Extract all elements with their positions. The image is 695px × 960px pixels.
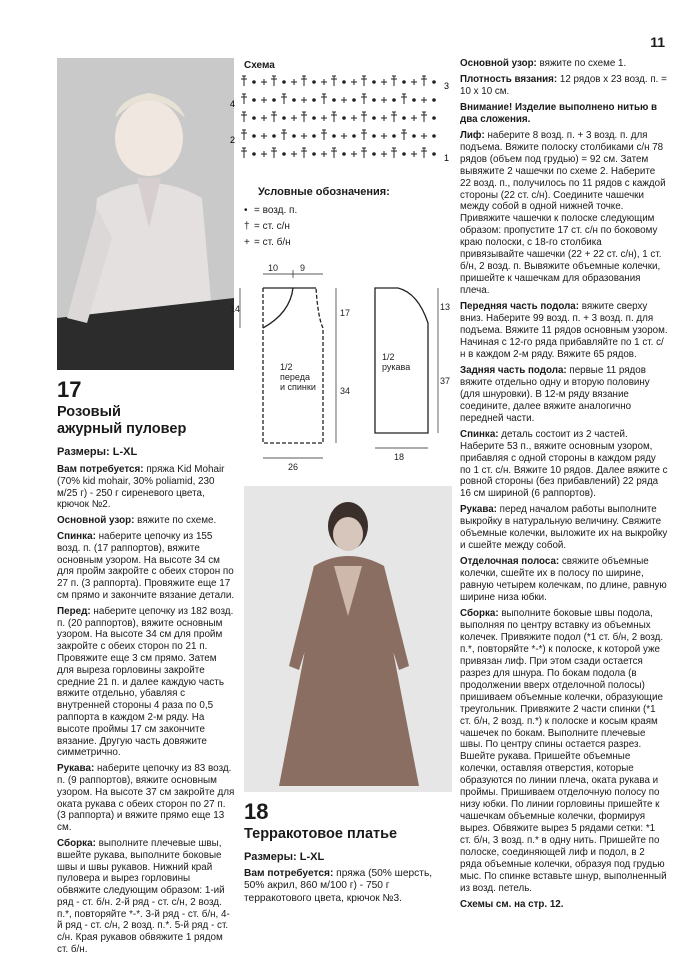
- scheme-chain-stitch: [313, 117, 316, 120]
- item-18-step-paragraph: [460, 301, 668, 361]
- item-18-step-paragraph-heading: Отделочная полоса:: [460, 556, 560, 568]
- scheme-chain-stitch: [353, 99, 356, 102]
- scheme-chain-stitch: [283, 117, 286, 120]
- item-18-step-paragraph-text: первые 11 рядов вяжите отдельно одну и вторую половину (для шнуровки). В 12-м ряду вязание соедините, далее вяжите аналогично передней части.: [460, 364, 650, 424]
- item-17-paragraph-heading: Рукава:: [57, 763, 95, 775]
- scheme-single-crochet: [261, 133, 267, 139]
- scheme-chain-stitch: [253, 153, 256, 156]
- scheme-chain-stitch: [283, 153, 286, 156]
- scheme-double-crochet: [361, 94, 367, 104]
- item-18-step-paragraph-heading: Спинка:: [460, 428, 499, 440]
- scheme-single-crochet: [421, 133, 427, 139]
- item-18-step-paragraph-text: 12 рядов х 23 возд. п. = 10 х 10 см.: [460, 73, 667, 97]
- pullover-photo: [57, 58, 234, 370]
- scheme-chain-stitch: [253, 117, 256, 120]
- scheme-double-crochet: [241, 130, 247, 140]
- item-17-text: [57, 464, 235, 960]
- double-crochet-icon: †: [244, 221, 250, 232]
- scheme-double-crochet: [361, 130, 367, 140]
- dim-sleeve-cap: 13: [440, 302, 451, 312]
- scheme-double-crochet: [401, 94, 407, 104]
- scheme-double-crochet: [271, 112, 277, 122]
- scheme-double-crochet: [331, 148, 337, 158]
- scheme-double-crochet: [271, 148, 277, 158]
- item-18-step-paragraph-heading: Сборка:: [460, 607, 499, 619]
- scheme-chain-stitch: [313, 99, 316, 102]
- body-piece-outline: [263, 288, 323, 443]
- item-18-number: 18: [244, 799, 269, 824]
- item-18-step-paragraph: [460, 429, 668, 501]
- scheme-double-crochet: [391, 148, 397, 158]
- scheme-double-crochet: [281, 130, 287, 140]
- item-18-step-paragraph-text: выполните боковые швы подола, выполняя по центру вставку из объемных колечек. Привяжите подол (*1 ст. б/н, 2 возд. п.*, повторяйте *-*) к полоске, к которой уже привязан лиф. При этом сзади остается разрез для шнура. По бокам подола (в продолжении вверх отделочной полосы) пришиваем объемные колечки, образующие треугольник. Привяжите 2 части спинки (*1 ст. б/н, 2 возд. п.*) к полоске и косым краям чашечек по бокам. Выполните плечевые швы. По центру спины остается разрез. Вшейте рукава. Пришейте объемные колечки, оставляя отверстия, которые образуются по линии плеча, оката рукава и проймы. Пришиваем отделочную полосу по низу юбки. По линии горловины пришейте к чашечкам объемные колечки, формируя вырез. Обвяжите вырез 5 рядами сетки: *1 ст. б/н, 3 возд. п.* в одну нить. Пришейте по полоске, соединяющей лиф и подол, в 2 ряда объемные колечки, образуя под грудью мыс. По спинке вставьте шнур, выполненный из возд. петель.: [460, 607, 667, 894]
- scheme-double-crochet: [421, 76, 427, 86]
- item-18-step-paragraph-heading: Передняя часть подола:: [460, 301, 580, 313]
- scheme-single-crochet: [411, 115, 417, 121]
- scheme-chain-stitch: [373, 81, 376, 84]
- scheme-chain-stitch: [343, 81, 346, 84]
- item-17-paragraph: [57, 515, 235, 527]
- legend-item-chain: [244, 203, 297, 219]
- item-17-paragraph: [57, 531, 235, 602]
- scheme-chain-stitch: [393, 135, 396, 138]
- scheme-single-crochet: [351, 151, 357, 157]
- scheme-chain-stitch: [433, 153, 436, 156]
- item-17-paragraph-text: наберите цепочку из 83 возд. п. (9 раппортов), вяжите основным узором. На высоте 37 см закройте для оката рукава с обеих сторон по 27 п. (3 раппорта) и вяжите прямо еще 13 см.: [57, 763, 235, 834]
- item-18-step-paragraph-text: вяжите по схеме 1.: [536, 58, 627, 69]
- item-18-step-paragraph-text: свяжите объемные колечки, сшейте их в полосу по ширине, равную четырем колечкам, по длине, равную ширине низа юбки.: [460, 556, 667, 604]
- scheme-double-crochet: [331, 112, 337, 122]
- scheme-single-crochet: [411, 79, 417, 85]
- scheme-double-crochet: [391, 112, 397, 122]
- scheme-chain-stitch: [433, 81, 436, 84]
- item-17-title-line2: ажурный пуловер: [57, 421, 187, 437]
- item-18-step-paragraph-text: наберите 8 возд. п. + 3 возд. п. для подъема. Вяжите полоску столбиками с/н 78 рядов (объем под грудью) = 92 см. Затем вывяжите 2 чашечки по схеме 2. Наберите 22 возд. п., получилось по 11 рядов с каждой стороны (22 ст. с/н). Соедините чашечки между собой в одной нижней точке. Привяжите чашечки к полоске следующим образом: пропустите 17 ст. с/н по боковому краю полоски, с 18-го столбика привязывайте чашечки (22 + 22 ст. с/н), 1 ст. б/н, 2 возд. п. Вывяжите объемные колечки, пришейте к чашечкам для образования плеча.: [460, 129, 666, 297]
- scheme-chain-stitch: [373, 153, 376, 156]
- scheme-chain-stitch: [253, 81, 256, 84]
- item-17-paragraph-heading: Основной узор:: [57, 515, 135, 527]
- dim-sleeve-width: 18: [394, 452, 405, 462]
- scheme-chain-stitch: [353, 135, 356, 138]
- item-18-step-paragraph-heading: Основной узор:: [460, 58, 537, 69]
- scheme-title: Схема: [244, 60, 275, 71]
- scheme-rows: [241, 76, 435, 158]
- scheme-single-crochet: [341, 97, 347, 103]
- scheme-chain-stitch: [403, 153, 406, 156]
- scheme-chain-stitch: [253, 99, 256, 102]
- scheme-double-crochet: [391, 76, 397, 86]
- item-18-step-paragraph: [460, 102, 668, 126]
- crochet-scheme: [228, 70, 453, 170]
- item-17-title-line1: Розовый: [57, 404, 121, 420]
- scheme-single-crochet: [261, 151, 267, 157]
- dim-sleeve-length: 37: [440, 376, 451, 386]
- item-17-sizes: Размеры: L-XL: [57, 446, 138, 458]
- scheme-double-crochet: [241, 76, 247, 86]
- dress-photo: [244, 486, 452, 792]
- item-18-step-paragraph: [460, 556, 668, 604]
- scheme-double-crochet: [321, 130, 327, 140]
- scheme-chain-stitch: [333, 99, 336, 102]
- item-17-paragraph-heading: Спинка:: [57, 530, 96, 542]
- scheme-double-crochet: [301, 112, 307, 122]
- scheme-double-crochet: [301, 76, 307, 86]
- scheme-chain-stitch: [293, 135, 296, 138]
- legend-item-dc-label: = ст. с/н: [254, 221, 290, 232]
- page-number: 11: [650, 34, 665, 50]
- scheme-double-crochet: [361, 76, 367, 86]
- dim-neck-width: 10: [268, 263, 279, 273]
- item-17-paragraph: [57, 464, 235, 511]
- scheme-single-crochet: [341, 133, 347, 139]
- scheme-single-crochet: [321, 151, 327, 157]
- dim-body-width: 26: [288, 462, 299, 472]
- dim-armhole-left: 14: [230, 304, 241, 314]
- item-17-number: 17: [57, 377, 82, 402]
- scheme-row-label-4: 4: [230, 99, 236, 109]
- item-18-step-paragraph: [460, 130, 668, 297]
- scheme-chain-stitch: [403, 81, 406, 84]
- item-18-step-paragraph-heading: Лиф:: [460, 129, 485, 141]
- item-17-paragraph: [57, 838, 235, 956]
- scheme-row-label-1: 1: [444, 153, 450, 163]
- scheme-double-crochet: [241, 112, 247, 122]
- legend-item-sc: [244, 235, 297, 251]
- scheme-chain-stitch: [373, 135, 376, 138]
- item-18-step-paragraph-text: перед началом работы выполните выкройку в натуральную величину. Свяжите объемные колечки, выложите их на выкройку и сшейте между собой.: [460, 504, 668, 552]
- scheme-single-crochet: [381, 115, 387, 121]
- item-18-step-paragraph-heading: Рукава:: [460, 504, 497, 516]
- scheme-single-crochet: [381, 151, 387, 157]
- scheme-single-crochet: [291, 79, 297, 85]
- body-label-3: и спинки: [280, 382, 316, 392]
- sleeve-label-1: 1/2: [382, 352, 395, 362]
- dress-photo-drawing: [244, 486, 452, 792]
- item-18-step-paragraph-text: деталь состоит из 2 частей. Наберите 53 п., вяжите основным узором, прибавляя с одной стороны в каждом ряду по 1 ст. с/н. Вяжите 10 рядов. Далее вяжите с ровной стороны (без прибавлений) 22 ряда 16 см шириной (6 раппортов).: [460, 428, 668, 500]
- item-18-step-paragraph: [460, 608, 668, 895]
- scheme-chain-stitch: [393, 99, 396, 102]
- scheme-single-crochet: [381, 133, 387, 139]
- item-17-paragraph-text: выполните плечевые швы, вшейте рукава, выполните боковые швы и швы рукавов. Нижний край пуловера и вырез горловины обвяжите следующим образом: 1-ий ряд - ст. б/н. 2-й ряд - ст. с/н, 2 возд. п.*, повторяйте *-*. 3-й ряд - ст. б/н, 4-й ряд - ст. с/н, 2 возд. п.*. 5-й ряд - ст. с/н. Края рукавов обвяжите 1 рядом ст. б/н.: [57, 837, 230, 956]
- scheme-row-label-2: 2: [230, 135, 236, 145]
- item-17-paragraph: [57, 763, 235, 834]
- legend-item-dc: [244, 219, 297, 235]
- scheme-double-crochet: [271, 76, 277, 86]
- legend: [244, 203, 297, 251]
- item-17-paragraph-text: наберите цепочку из 155 возд. п. (17 раппортов), вяжите основным узором. На высоте 34 см для пройм закройте с обеих сторон по 27 п. (3 раппорта). Провяжите еще 17 см прямо и закончите вязание детали.: [57, 530, 235, 601]
- dim-body-length: 34: [340, 386, 351, 396]
- item-17-paragraph-text: пряжа Kid Mohair (70% kid mohair, 30% poliamid, 230 м/25 г) - 250 г сиреневого цвета, крючок №2.: [57, 464, 225, 511]
- scheme-single-crochet: [351, 115, 357, 121]
- item-18-paragraph-text: пряжа (50% шерсть, 50% акрил, 860 м/100 г) - 750 г терракотового цвета, крючок №3.: [244, 868, 433, 904]
- scheme-chain-stitch: [253, 135, 256, 138]
- pullover-photo-drawing: [57, 58, 234, 370]
- scheme-double-crochet: [301, 148, 307, 158]
- item-18-paragraph: [244, 868, 450, 905]
- single-crochet-icon: +: [244, 237, 250, 248]
- item-18-step-paragraph: [460, 58, 668, 70]
- item-18-step-paragraph: [460, 899, 668, 911]
- scheme-double-crochet: [321, 94, 327, 104]
- scheme-single-crochet: [291, 151, 297, 157]
- scheme-single-crochet: [261, 115, 267, 121]
- scheme-double-crochet: [281, 94, 287, 104]
- scheme-single-crochet: [291, 115, 297, 121]
- dim-armhole: 17: [340, 308, 351, 318]
- scheme-chain-stitch: [313, 81, 316, 84]
- item-18-sizes: Размеры: L-XL: [244, 851, 325, 863]
- sleeve-label-2: рукава: [382, 362, 411, 372]
- scheme-chain-stitch: [343, 153, 346, 156]
- scheme-chain-stitch: [373, 117, 376, 120]
- scheme-chain-stitch: [433, 99, 436, 102]
- scheme-double-crochet: [331, 76, 337, 86]
- scheme-chain-stitch: [413, 99, 416, 102]
- scheme-chain-stitch: [333, 135, 336, 138]
- scheme-double-crochet: [401, 130, 407, 140]
- item-18-step-paragraph-heading: Плотность вязания:: [460, 73, 558, 85]
- item-18-step-paragraph: [460, 74, 668, 98]
- scheme-chain-stitch: [373, 99, 376, 102]
- pattern-drawing: [228, 258, 453, 478]
- item-18-instructions: [460, 58, 668, 915]
- scheme-single-crochet: [261, 97, 267, 103]
- item-17-paragraph-heading: Вам потребуется:: [57, 464, 144, 475]
- scheme-single-crochet: [381, 97, 387, 103]
- scheme-double-crochet: [241, 148, 247, 158]
- item-18-step-paragraph-heading: Схемы см. на стр. 12.: [460, 898, 564, 910]
- scheme-chain-stitch: [273, 99, 276, 102]
- body-label-1: 1/2: [280, 362, 293, 372]
- scheme-single-crochet: [321, 79, 327, 85]
- legend-item-chain-label: = возд. п.: [254, 205, 298, 216]
- item-17-paragraph-text: наберите цепочку из 182 возд. п. (20 раппортов), вяжите основным узором. На высоте 34 см для пройм закройте с обеих сторон по 21 п. Провяжите еще 3 см прямо. Затем для выреза горловины закройте средние 21 п. и далее каждую часть вяжите отдельно, убавляя с внутренней стороны 4 раза по 0,5 раппорта в каждом 2-м ряду. На высоте проймы 17 см закончите вязание. Другую часть довяжите симметрично.: [57, 605, 234, 759]
- scheme-single-crochet: [321, 115, 327, 121]
- scheme-row-label-3: 3: [444, 81, 450, 91]
- legend-item-sc-label: = ст. б/н: [254, 237, 291, 248]
- chain-stitch-icon: •: [244, 205, 248, 216]
- scheme-double-crochet: [361, 148, 367, 158]
- item-18-title: Терракотовое платье: [244, 826, 398, 842]
- scheme-double-crochet: [241, 94, 247, 104]
- scheme-chain-stitch: [433, 117, 436, 120]
- scheme-double-crochet: [361, 112, 367, 122]
- scheme-single-crochet: [351, 79, 357, 85]
- item-17-paragraph-heading: Перед:: [57, 605, 91, 617]
- scheme-single-crochet: [421, 97, 427, 103]
- scheme-single-crochet: [301, 133, 307, 139]
- item-18-step-paragraph-heading: Внимание! Изделие выполнено нитью в два сложения.: [460, 101, 658, 125]
- item-18-step-paragraph: [460, 365, 668, 425]
- scheme-chain-stitch: [283, 81, 286, 84]
- scheme-single-crochet: [261, 79, 267, 85]
- scheme-chain-stitch: [273, 135, 276, 138]
- scheme-chain-stitch: [343, 117, 346, 120]
- scheme-chain-stitch: [313, 135, 316, 138]
- body-label-2: переда: [280, 372, 310, 382]
- item-17-paragraph-heading: Сборка:: [57, 837, 96, 849]
- legend-title: Условные обозначения:: [258, 186, 390, 198]
- scheme-single-crochet: [301, 97, 307, 103]
- item-18-step-paragraph-heading: Задняя часть подола:: [460, 364, 567, 376]
- scheme-single-crochet: [411, 151, 417, 157]
- scheme-double-crochet: [421, 112, 427, 122]
- item-18-step-paragraph: [460, 504, 668, 552]
- scheme-double-crochet: [421, 148, 427, 158]
- item-17-paragraph-text: вяжите по схеме.: [134, 515, 217, 527]
- item-18-paragraph-heading: Вам потребуется:: [244, 868, 334, 879]
- scheme-chain-stitch: [403, 117, 406, 120]
- dim-shoulder: 9: [300, 263, 306, 273]
- item-18-step-paragraph-text: вяжите сверху вниз. Наберите 99 возд. п. + 3 возд. п. для подъема. Вяжите 11 рядов основным узором. Начиная с 12-го ряда прибавляйте по 1 ст. с/н в каждом 2-м ряду. Вяжите 65 рядов.: [460, 301, 668, 360]
- scheme-chain-stitch: [433, 135, 436, 138]
- item-17-paragraph: [57, 606, 235, 759]
- scheme-chain-stitch: [413, 135, 416, 138]
- scheme-chain-stitch: [293, 99, 296, 102]
- scheme-chain-stitch: [313, 153, 316, 156]
- item-18-text: [244, 868, 450, 909]
- scheme-single-crochet: [381, 79, 387, 85]
